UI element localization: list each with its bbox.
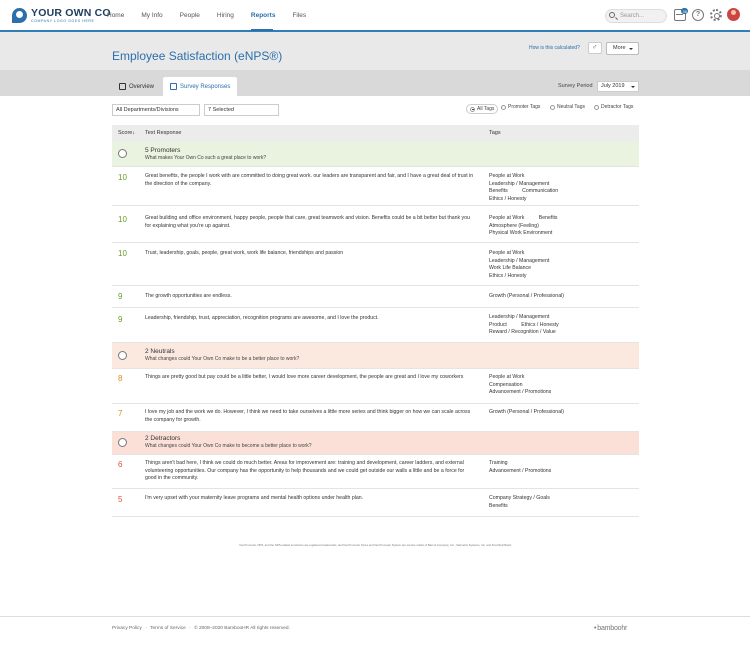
response-tags: People at Work Leadership / Management Work Life Balance Ethics / Honesty bbox=[489, 250, 550, 279]
inbox-badge: 36 bbox=[682, 8, 687, 14]
footer bbox=[0, 616, 750, 651]
table-row bbox=[112, 167, 639, 206]
score-value: 9 bbox=[118, 292, 123, 301]
main-nav bbox=[107, 12, 323, 19]
promoter-icon bbox=[118, 149, 127, 158]
department-select[interactable]: All Departments/Divisions bbox=[112, 104, 200, 116]
column-text-response: Text Response bbox=[145, 130, 182, 136]
group-title: 5 Promoters bbox=[145, 147, 181, 154]
radio-icon bbox=[594, 105, 599, 110]
group-detractors bbox=[112, 432, 639, 455]
search-icon bbox=[609, 12, 615, 18]
response-tags: People at Work Benefits Atmosphere (Feeling) Physical Work Environment bbox=[489, 215, 558, 236]
nav-reports[interactable]: Reports bbox=[250, 12, 276, 19]
response-tags: People at Work Compensation Advancement / Promotions bbox=[489, 374, 552, 395]
sort-icon: ↓ bbox=[132, 130, 136, 136]
score-value: 6 bbox=[118, 460, 123, 469]
radio-icon bbox=[470, 107, 475, 112]
group-neutrals bbox=[112, 343, 639, 369]
radio-all-tags[interactable]: All Tags bbox=[466, 104, 498, 114]
company-logo[interactable] bbox=[12, 8, 111, 23]
page-title: Employee Satisfaction (eNPS®) bbox=[112, 49, 283, 63]
chevron-down-icon bbox=[629, 48, 633, 50]
score-value: 7 bbox=[118, 409, 123, 418]
survey-period-select[interactable]: July 2019 bbox=[597, 81, 639, 92]
calc-link[interactable]: How is this calculated? bbox=[529, 45, 580, 51]
score-value: 5 bbox=[118, 495, 123, 504]
column-tags: Tags bbox=[489, 130, 501, 136]
group-desc: What changes could Your Own Co make to be a better place to work? bbox=[145, 356, 300, 362]
response-text: Leadership, friendship, trust, appreciation, recognition programs are awesome, and I love the product. bbox=[145, 315, 379, 321]
logo-tagline: COMPANY LOGO GOES HERE bbox=[31, 18, 95, 23]
responses-icon bbox=[170, 83, 177, 90]
response-text: I'm very upset with your maternity leave programs and mental health options under health plan. bbox=[145, 495, 364, 501]
group-desc: What makes Your Own Co such a great place to work? bbox=[145, 155, 267, 161]
nav-hiring[interactable]: Hiring bbox=[216, 12, 234, 19]
response-tags: Leadership / Management Product Ethics / Honesty Reward / Recognition / Value bbox=[489, 314, 559, 335]
search-input[interactable] bbox=[605, 9, 667, 23]
response-tags: Growth (Personal / Professional) bbox=[489, 409, 564, 415]
response-tags: Growth (Personal / Professional) bbox=[489, 293, 564, 299]
table-row bbox=[112, 206, 639, 243]
table-row bbox=[112, 455, 639, 489]
privacy-policy-link[interactable]: Privacy Policy bbox=[112, 626, 142, 631]
column-score[interactable]: Score↓ bbox=[118, 130, 136, 136]
nav-my-info[interactable]: My Info bbox=[141, 12, 163, 19]
response-tags: Company Strategy / Goals Benefits bbox=[489, 495, 550, 509]
nav-people[interactable]: People bbox=[179, 12, 200, 19]
score-value: 8 bbox=[118, 374, 123, 383]
response-tags: People at Work Leadership / Management Benefits Communication Ethics / Honesty bbox=[489, 173, 559, 202]
nav-home[interactable]: Home bbox=[107, 12, 125, 19]
chevron-down-icon bbox=[631, 86, 635, 88]
survey-period-label: Survey Period bbox=[558, 83, 593, 89]
group-desc: What changes could Your Own Co make to become a better place to work? bbox=[145, 443, 312, 449]
table-row bbox=[112, 404, 639, 432]
person-filter-button[interactable] bbox=[588, 42, 602, 54]
search-placeholder: Search... bbox=[620, 13, 645, 19]
score-value: 10 bbox=[118, 173, 127, 182]
table-row bbox=[112, 369, 639, 404]
group-promoters bbox=[112, 141, 639, 167]
nav-files[interactable]: Files bbox=[292, 12, 307, 19]
response-text: Things aren't bad here, I think we could do much better. Areas for improvement are: training and development, career ladders, and external volunteering opportunities. Our company has the opportunity to help thousands and we could get outside our walls a little and be a force for good in the community. bbox=[145, 460, 465, 481]
score-value: 10 bbox=[118, 249, 127, 258]
logo-mark-icon bbox=[12, 8, 27, 23]
radio-icon bbox=[550, 105, 555, 110]
radio-detractor-tags[interactable]: Detractor Tags bbox=[594, 104, 633, 110]
overview-icon bbox=[119, 83, 126, 90]
radio-neutral-tags[interactable]: Neutral Tags bbox=[550, 104, 585, 110]
response-text: I love my job and the work we do. However, I think we need to take ourselves a little more series and think bigger on how we can scale across the company for growth. bbox=[145, 409, 471, 423]
trademark-disclaimer: Net Promoter, NPS, and the NPS-related emoticons are registered trademarks, and Net Promoter Score and Net Promoter System are service marks of Bain & Company, Inc., Satmetrix Systems, Inc. and Fred Reichheld. bbox=[239, 543, 512, 547]
score-value: 9 bbox=[118, 315, 123, 324]
more-button[interactable] bbox=[606, 42, 639, 55]
footer-links: Privacy Policy · Terms of Service · © 2008–2020 BambooHR All rights reserved. bbox=[112, 626, 290, 631]
selected-filter[interactable]: 7 Selected bbox=[204, 104, 279, 116]
table-row bbox=[112, 308, 639, 343]
score-value: 10 bbox=[118, 215, 127, 224]
table-row bbox=[112, 489, 639, 517]
neutral-icon bbox=[118, 351, 127, 360]
detractor-icon bbox=[118, 438, 127, 447]
tab-survey-responses[interactable]: Survey Responses bbox=[163, 77, 237, 96]
response-text: The growth opportunities are endless. bbox=[145, 293, 232, 299]
gear-icon[interactable] bbox=[710, 9, 722, 21]
logo-name: YOUR OWN CO bbox=[31, 7, 111, 19]
radio-icon bbox=[501, 105, 506, 110]
response-tags: Training Advancement / Promotions bbox=[489, 460, 552, 474]
radio-promoter-tags[interactable]: Promoter Tags bbox=[501, 104, 540, 110]
group-title: 2 Neutrals bbox=[145, 348, 175, 355]
help-icon[interactable]: ? bbox=[692, 9, 704, 21]
response-text: Things are pretty good but pay could be a little better, I would love more career development, the people are great and I love my coworkers bbox=[145, 374, 464, 380]
bamboohr-logo[interactable]: • bamboohr bbox=[594, 625, 627, 632]
tab-overview[interactable]: Overview bbox=[112, 77, 161, 96]
more-label: More bbox=[613, 45, 626, 51]
response-text: Trust, leadership, goals, people, great work, work life balance, friendships and passion bbox=[145, 250, 344, 256]
table-row bbox=[112, 286, 639, 308]
response-text: Great benefits, the people I work with are committed to doing great work. our leaders are transparent and fair, and I have a great deal of trust in the direction of the company. bbox=[145, 173, 474, 187]
group-title: 2 Detractors bbox=[145, 435, 181, 442]
copyright: © 2008–2020 BambooHR All rights reserved. bbox=[194, 626, 290, 631]
terms-link[interactable]: Terms of Service bbox=[150, 626, 186, 631]
avatar[interactable] bbox=[727, 8, 740, 21]
table-row bbox=[112, 243, 639, 286]
response-text: Great building and office environment, happy people, people that care, great teamwork and vision. Benefits could be a bit better but thank you for explaining what you're up against. bbox=[145, 215, 470, 229]
table-header bbox=[112, 125, 639, 141]
